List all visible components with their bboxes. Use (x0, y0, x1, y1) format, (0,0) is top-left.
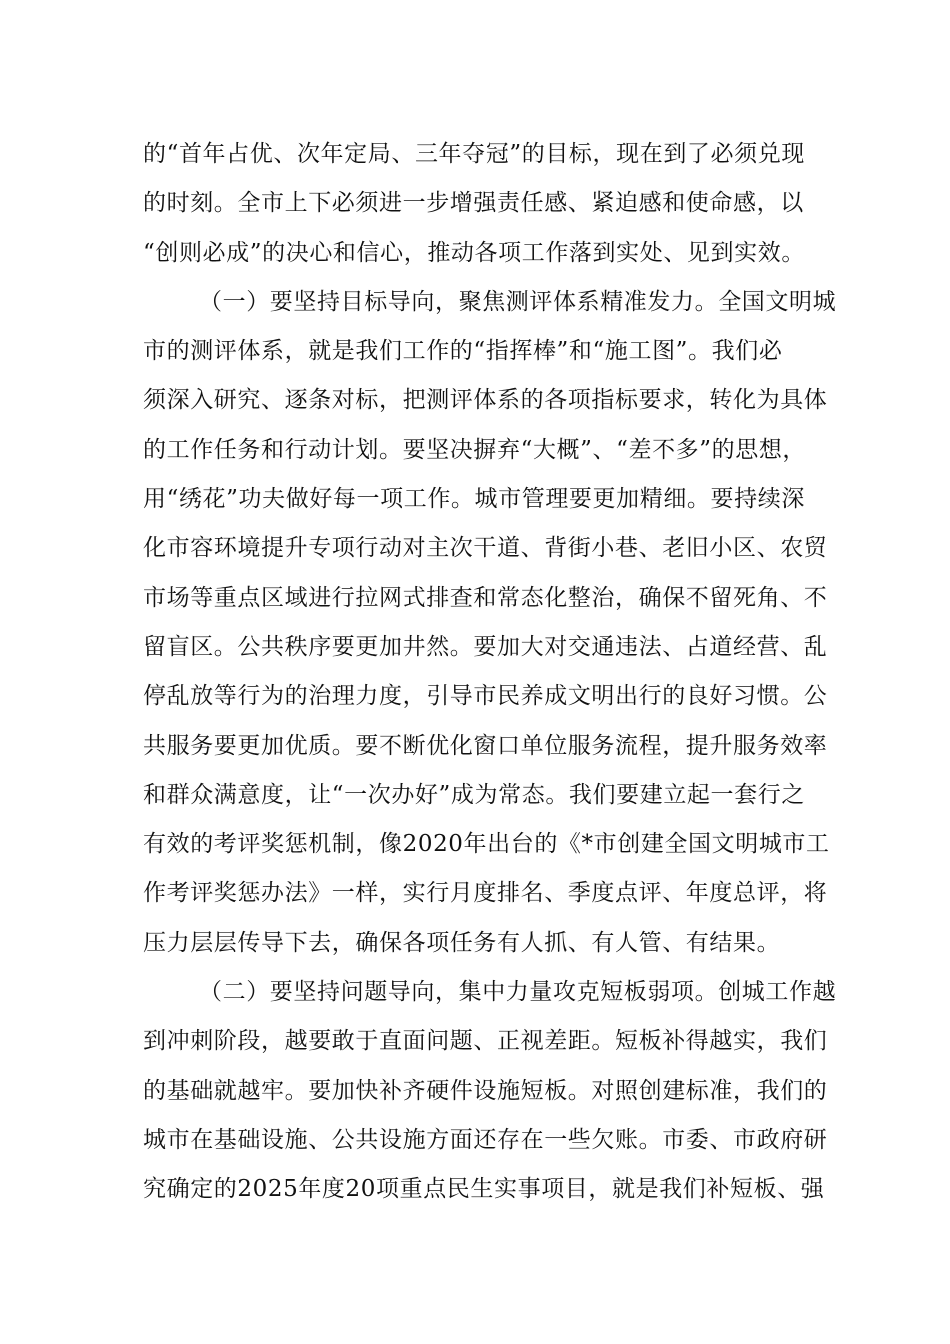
paragraph-line: 停乱放等行为的治理力度，引导市民养成文明出行的良好习惯。公 (143, 683, 828, 710)
paragraph-line: 城市在基础设施、公共设施方面还存在一些欠账。市委、市政府研 (143, 1126, 828, 1153)
paragraph-line: 化市容环境提升专项行动对主次干道、背街小巷、老旧小区、农贸 (143, 535, 828, 562)
paragraph-line: 和群众满意度，让“一次办好”成为常态。我们要建立起一套行之 (143, 781, 805, 808)
paragraph-line: 的基础就越牢。要加快补齐硬件设施短板。对照创建标准，我们的 (143, 1077, 828, 1104)
paragraph-line: 到冲刺阶段，越要敢于直面问题、正视差距。短板补得越实，我们 (143, 1028, 828, 1055)
paragraph-line: 留盲区。公共秩序要更加井然。要加大对交通违法、占道经营、乱 (143, 633, 828, 660)
paragraph-line: 有效的考评奖惩机制，像2020年出台的《*市创建全国文明城市工 (143, 831, 830, 858)
paragraph-line: 共服务要更加优质。要不断优化窗口单位服务流程，提升服务效率 (143, 732, 828, 759)
paragraph-line: 的工作任务和行动计划。要坚决摒弃“大概”、“差不多”的思想， (143, 436, 807, 463)
paragraph-line: 压力层层传导下去，确保各项任务有人抓、有人管、有结果。 (143, 929, 781, 956)
section-heading-line: （一）要坚持目标导向，聚焦测评体系精准发力。全国文明城 (199, 288, 837, 315)
paragraph-line: 市场等重点区域进行拉网式排查和常态化整治，确保不留死角、不 (143, 584, 828, 611)
paragraph-line: 的时刻。全市上下必须进一步增强责任感、紧迫感和使命感，以 (143, 190, 804, 217)
paragraph-line: 市的测评体系，就是我们工作的“指挥棒”和“施工图”。我们必 (143, 338, 783, 365)
body-text (143, 130, 837, 1215)
paragraph-line: 作考评奖惩办法》一样，实行月度排名、季度点评、年度总评，将 (143, 880, 828, 907)
paragraph-line: “创则必成”的决心和信心，推动各项工作落到实处、见到实效。 (143, 239, 805, 266)
section-heading-line: （二）要坚持问题导向，集中力量攻克短板弱项。创城工作越 (199, 979, 837, 1006)
paragraph-line: 的“首年占优、次年定局、三年夺冠”的目标，现在到了必须兑现 (143, 141, 805, 167)
paragraph-line: 究确定的2025年度20项重点民生实事项目，就是我们补短板、强 (143, 1176, 825, 1203)
paragraph-line: 用“绣花”功夫做好每一项工作。城市管理要更加精细。要持续深 (143, 486, 805, 513)
paragraph-line: 须深入研究、逐条对标，把测评体系的各项指标要求，转化为具体 (143, 387, 828, 414)
